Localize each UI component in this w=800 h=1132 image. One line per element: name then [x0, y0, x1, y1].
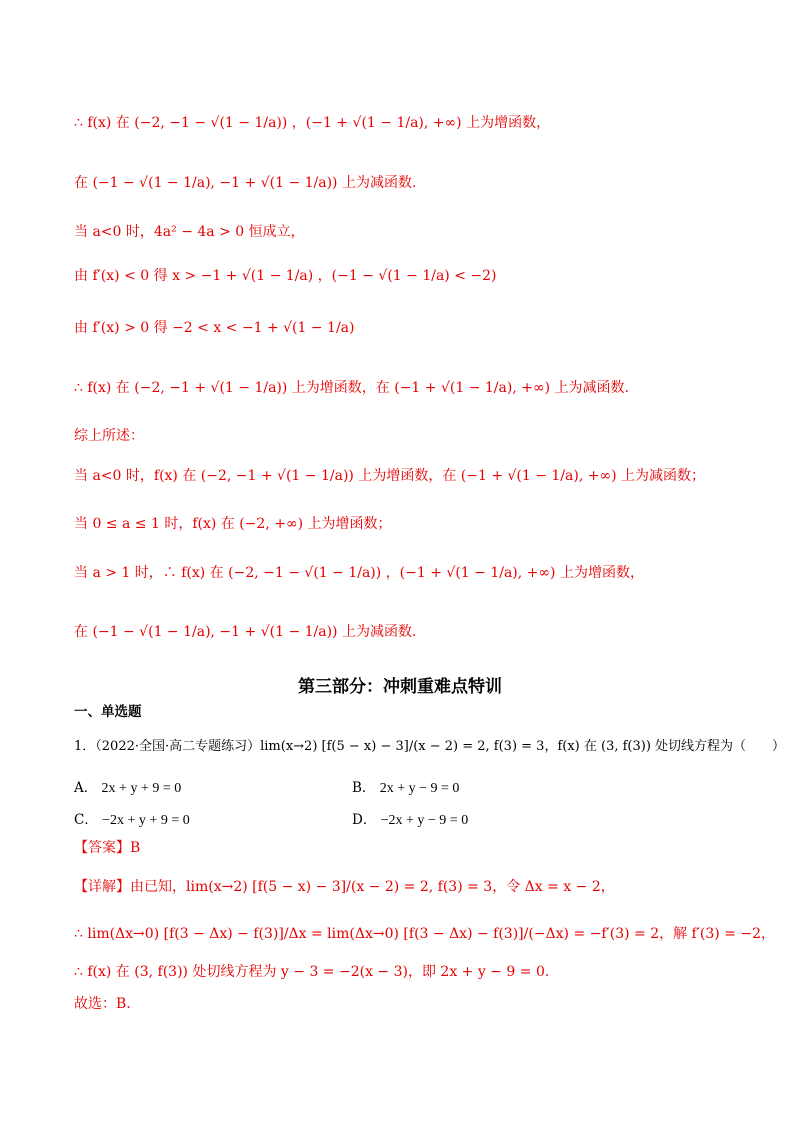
summary-heading: 综上所述：: [74, 428, 144, 444]
summary-case-3-decreasing: 在 (−1 − √(1 − 1/a), −1 + √(1 − 1/a)) 上为减函数.: [74, 624, 417, 640]
question-stem: 1．（2022·全国·高二专题练习）lim(x→2) [f(5 − x) − 3]/(x − 2) = 2, f(3) = 3，f(x) 在 (3, f(3)) 处切线方程为（ ）: [74, 739, 786, 754]
detail-line-2: ∴ lim(Δx→0) [f(3 − Δx) − f(3)]/Δx = lim(Δx→0) [f(3 − Δx) − f(3)]/(−Δx) = −f′(3) = 2，解 f′(3) = −2，: [74, 926, 776, 942]
summary-case-3: 当 a > 1 时，∴ f(x) 在 (−2, −1 − √(1 − 1/a)) ，(−1 + √(1 − 1/a), +∞) 上为增函数，: [74, 565, 644, 581]
summary-case-2: 当 0 ≤ a ≤ 1 时，f(x) 在 (−2, +∞) 上为增函数；: [74, 516, 392, 532]
increasing-intervals-line: ∴ f(x) 在 (−2, −1 − √(1 − 1/a)) ，(−1 + √(1 − 1/a), +∞) 上为增函数，: [74, 115, 551, 131]
option-b-text: 2x + y − 9 = 0: [379, 781, 460, 796]
option-c-text: −2x + y + 9 = 0: [102, 813, 190, 828]
option-b-label: B．: [352, 780, 376, 796]
detail-line-3: ∴ f(x) 在 (3, f(3)) 处切线方程为 y − 3 = −2(x − 3)，即 2x + y − 9 = 0.: [74, 964, 550, 980]
answer-line: 【答案】B: [74, 840, 141, 856]
option-a-text: 2x + y + 9 = 0: [101, 781, 182, 796]
detail-line-4: 故选：B.: [74, 996, 131, 1012]
option-a: [74, 776, 181, 797]
option-c: [74, 808, 190, 829]
section-title: 第三部分：冲刺重难点特训: [298, 677, 502, 697]
monotonic-conclusion-line: ∴ f(x) 在 (−2, −1 + √(1 − 1/a)) 上为增函数，在 (−1 + √(1 − 1/a), +∞) 上为减函数.: [74, 380, 629, 396]
option-d-label: D．: [352, 812, 377, 828]
decreasing-interval-line: 在 (−1 − √(1 − 1/a), −1 + √(1 − 1/a)) 上为减函数.: [74, 175, 417, 191]
section-heading: 一、单选题: [74, 704, 142, 720]
option-d: [352, 808, 468, 829]
detail-line-1: 【详解】由已知，lim(x→2) [f(5 − x) − 3]/(x − 2) = 2, f(3) = 3，令 Δx = x − 2，: [74, 879, 615, 895]
summary-case-1: 当 a<0 时，f(x) 在 (−2, −1 + √(1 − 1/a)) 上为增函数，在 (−1 + √(1 − 1/a), +∞) 上为减函数；: [74, 468, 706, 484]
derivative-negative-line: 由 f′(x) < 0 得 x > −1 + √(1 − 1/a) ，(−1 − √(1 − 1/a) < −2): [74, 268, 497, 284]
option-a-label: A．: [74, 780, 98, 796]
option-b: [352, 776, 459, 797]
case-a-negative-line: 当 a<0 时，4a² − 4a > 0 恒成立，: [74, 224, 305, 240]
derivative-positive-line: 由 f′(x) > 0 得 −2 < x < −1 + √(1 − 1/a): [74, 320, 355, 336]
option-c-label: C．: [74, 812, 98, 828]
option-d-text: −2x + y − 9 = 0: [380, 813, 469, 828]
